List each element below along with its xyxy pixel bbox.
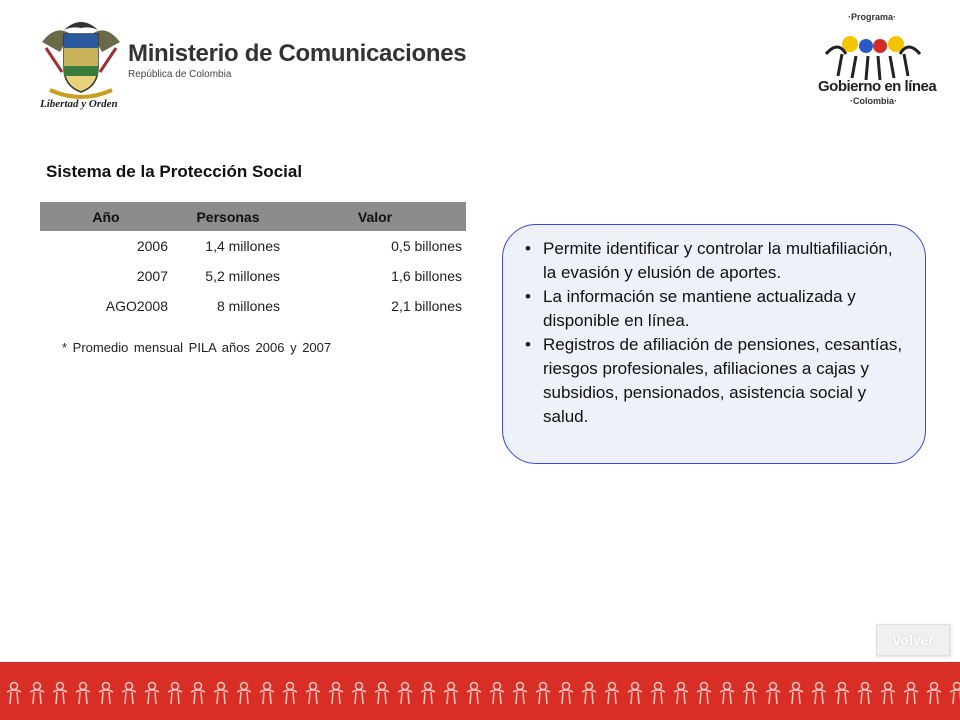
footer-figure-icon xyxy=(904,683,918,705)
footer-figure-icon xyxy=(283,683,297,705)
table-cell: 5,2 millones xyxy=(205,268,280,284)
table-cell: 2006 xyxy=(136,238,168,254)
table-cell: 0,5 billones xyxy=(391,238,462,254)
ministry-header xyxy=(128,40,466,80)
volver-button[interactable]: Volver xyxy=(876,624,950,656)
footer-figure-icon xyxy=(513,683,527,705)
bullet-list xyxy=(523,237,907,429)
bullet-item: • Permite identificar y controlar la multiafiliación, la evasión y elusión de aportes. xyxy=(523,237,907,285)
footer-figure-icon xyxy=(697,683,711,705)
table-cell: 2007 xyxy=(136,268,168,284)
coat-of-arms-icon xyxy=(36,12,126,112)
table-header: Año xyxy=(40,202,172,231)
footer-figure-icon xyxy=(605,683,619,705)
footer-figure-icon xyxy=(559,683,573,705)
table-cell: 2,1 billones xyxy=(391,298,462,314)
bullet-item: • Registros de afiliación de pensiones, cesantías, riesgos profesionales, afiliaciones a cajas y subsidios, pensionados, asistencia social y salud. xyxy=(523,333,907,429)
footer-figure-icon xyxy=(582,683,596,705)
footer-figure-icon xyxy=(858,683,872,705)
footer-figure-icon xyxy=(352,683,366,705)
table-header-row xyxy=(40,202,466,231)
footer-figure-icon xyxy=(237,683,251,705)
table-row xyxy=(40,291,466,321)
ministry-subtitle: República de Colombia xyxy=(128,69,232,80)
footer-band xyxy=(0,662,960,720)
footer-figure-icon xyxy=(720,683,734,705)
motto-text: Libertad y Orden xyxy=(40,98,118,110)
footer-figure-icon xyxy=(812,683,826,705)
footer-figure-icon xyxy=(145,683,159,705)
bullet-item: • La información se mantiene actualizada y disponible en línea. xyxy=(523,285,907,333)
program-label: ·Programa· xyxy=(848,12,897,22)
footer-figure-icon xyxy=(329,683,343,705)
footer-figure-icon xyxy=(214,683,228,705)
footer-figure-icon xyxy=(168,683,182,705)
footer-figure-icon xyxy=(306,683,320,705)
footer-figure-icon xyxy=(789,683,803,705)
footer-figure-icon xyxy=(7,683,21,705)
footer-figure-icon xyxy=(99,683,113,705)
footer-figure-icon xyxy=(651,683,665,705)
table-cell: AGO2008 xyxy=(105,298,168,314)
footer-figure-icon xyxy=(398,683,412,705)
footer-figure-icon xyxy=(881,683,895,705)
footer-figure-icon xyxy=(421,683,435,705)
footer-figure-icon xyxy=(191,683,205,705)
table-cell: 8 millones xyxy=(216,298,280,314)
ministry-name: Ministerio de Comunicaciones xyxy=(128,40,467,67)
footer-figure-icon xyxy=(674,683,688,705)
footer-figure-icon xyxy=(444,683,458,705)
footer-figure-icon xyxy=(53,683,67,705)
table-row xyxy=(40,231,466,261)
table-cell: 1,4 millones xyxy=(205,238,280,254)
footer-figure-icon xyxy=(76,683,90,705)
footer-figure-icon xyxy=(536,683,550,705)
gobierno-en-linea-logo-icon xyxy=(816,10,930,110)
footer-figure-icon xyxy=(743,683,757,705)
data-table xyxy=(40,202,466,321)
table-header: Personas xyxy=(172,202,284,231)
footer-figure-icon xyxy=(260,683,274,705)
program-country: ·Colombia· xyxy=(850,96,897,106)
footer-figures-pattern-icon xyxy=(0,662,960,720)
info-box xyxy=(502,224,926,464)
table-row xyxy=(40,261,466,291)
footer-figure-icon xyxy=(766,683,780,705)
footer-figure-icon xyxy=(490,683,504,705)
section-title: Sistema de la Protección Social xyxy=(46,162,303,181)
table-cell: 1,6 billones xyxy=(391,268,462,284)
footer-figure-icon xyxy=(835,683,849,705)
footer-figure-icon xyxy=(467,683,481,705)
footer-figure-icon xyxy=(122,683,136,705)
footer-figure-icon xyxy=(30,683,44,705)
footer-figure-icon xyxy=(375,683,389,705)
footer-figure-icon xyxy=(927,683,941,705)
footer-figure-icon xyxy=(628,683,642,705)
table-header: Valor xyxy=(284,202,466,231)
footnote: * Promedio mensual PILA años 2006 y 2007 xyxy=(62,340,332,355)
footer-figure-icon xyxy=(950,683,960,705)
program-name: Gobierno en línea xyxy=(818,78,937,95)
